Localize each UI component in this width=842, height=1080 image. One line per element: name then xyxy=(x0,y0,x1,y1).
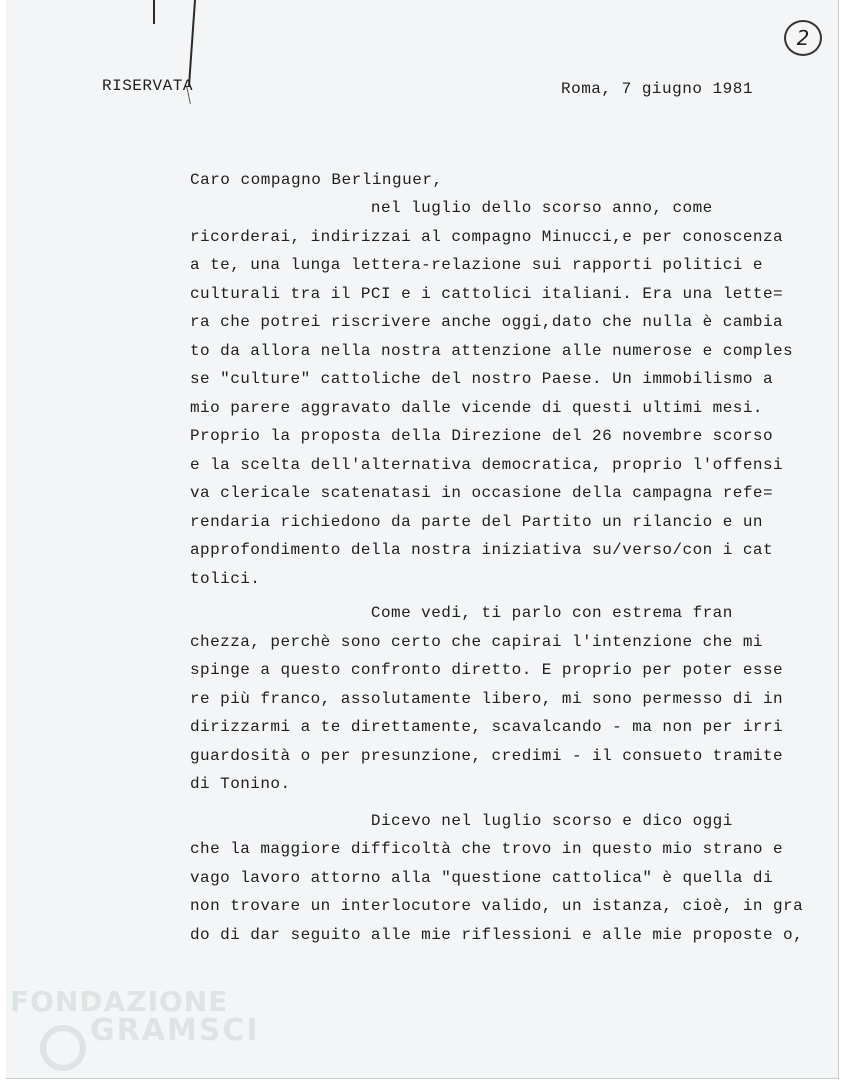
archive-logo-icon xyxy=(40,1025,86,1071)
letter-page xyxy=(6,0,839,1079)
letter-line: non trovare un interlocutore valido, un istanza, cioè, in gra xyxy=(190,897,804,915)
margin-mark xyxy=(188,0,196,86)
letter-line: di Tonino. xyxy=(190,775,291,793)
letter-line: nel luglio dello scorso anno, come xyxy=(190,199,713,217)
page-number-handwritten: 2 xyxy=(784,20,822,56)
watermark-line-2: GRAMSCI xyxy=(90,1013,260,1048)
letter-line: e la scelta dell'alternativa democratica, proprio l'offensi xyxy=(190,455,784,474)
letter-line: do di dar seguito alle mie riflessioni e alle mie proposte o, xyxy=(190,925,804,944)
letter-line: vago lavoro attorno alla "questione cattolica" è quella di xyxy=(190,868,773,887)
letter-line: spinge a questo confronto diretto. E proprio per poter esse xyxy=(190,661,784,679)
letter-line: culturali tra il PCI e i cattolici italiani. Era una lette= xyxy=(190,284,784,303)
letter-line: Proprio la proposta della Direzione del 26 novembre scorso xyxy=(190,427,773,445)
letter-line: Dicevo nel luglio scorso e dico oggi xyxy=(190,811,733,830)
date-line: Roma, 7 giugno 1981 xyxy=(561,80,753,98)
letter-line: to da allora nella nostra attenzione alle numerose e comples xyxy=(190,341,794,360)
classification-label: RISERVATA xyxy=(102,77,193,95)
watermark-line-1: FONDAZIONE xyxy=(10,985,229,1018)
letter-line: dirizzarmi a te direttamente, scavalcando - ma non per irri xyxy=(190,718,784,736)
letter-line: va clericale scatenatasi in occasione della campagna refe= xyxy=(190,484,773,502)
letter-line: se "culture" cattoliche del nostro Paese. Un immobilismo a xyxy=(190,370,773,388)
letter-line: approfondimento della nostra iniziativa su/verso/con i cat xyxy=(190,541,773,559)
margin-mark xyxy=(153,0,155,24)
salutation: Caro compagno Berlinguer, xyxy=(190,171,443,189)
letter-line: ra che potrei riscrivere anche oggi,dato che nulla è cambia xyxy=(190,313,784,331)
letter-line: a te, una lunga lettera-relazione sui rapporti politici e xyxy=(190,256,763,274)
letter-line: ricorderai, indirizzai al compagno Minucci,e per conoscenza xyxy=(190,227,784,246)
letter-line: re più franco, assolutamente libero, mi sono permesso di in xyxy=(190,689,784,708)
letter-line: Come vedi, ti parlo con estrema fran xyxy=(190,604,733,622)
letter-line: chezza, perchè sono certo che capirai l'intenzione che mi xyxy=(190,632,763,651)
letter-line: tolici. xyxy=(190,569,261,588)
letter-line: rendaria richiedono da parte del Partito un rilancio e un xyxy=(190,512,763,531)
archive-watermark xyxy=(6,985,260,1075)
letter-line: che la maggiore difficoltà che trovo in questo mio strano e xyxy=(190,840,784,858)
letter-line: guardosità o per presunzione, credimi - il consueto tramite xyxy=(190,746,784,765)
letter-line: mio parere aggravato dalle vicende di questi ultimi mesi. xyxy=(190,398,763,417)
